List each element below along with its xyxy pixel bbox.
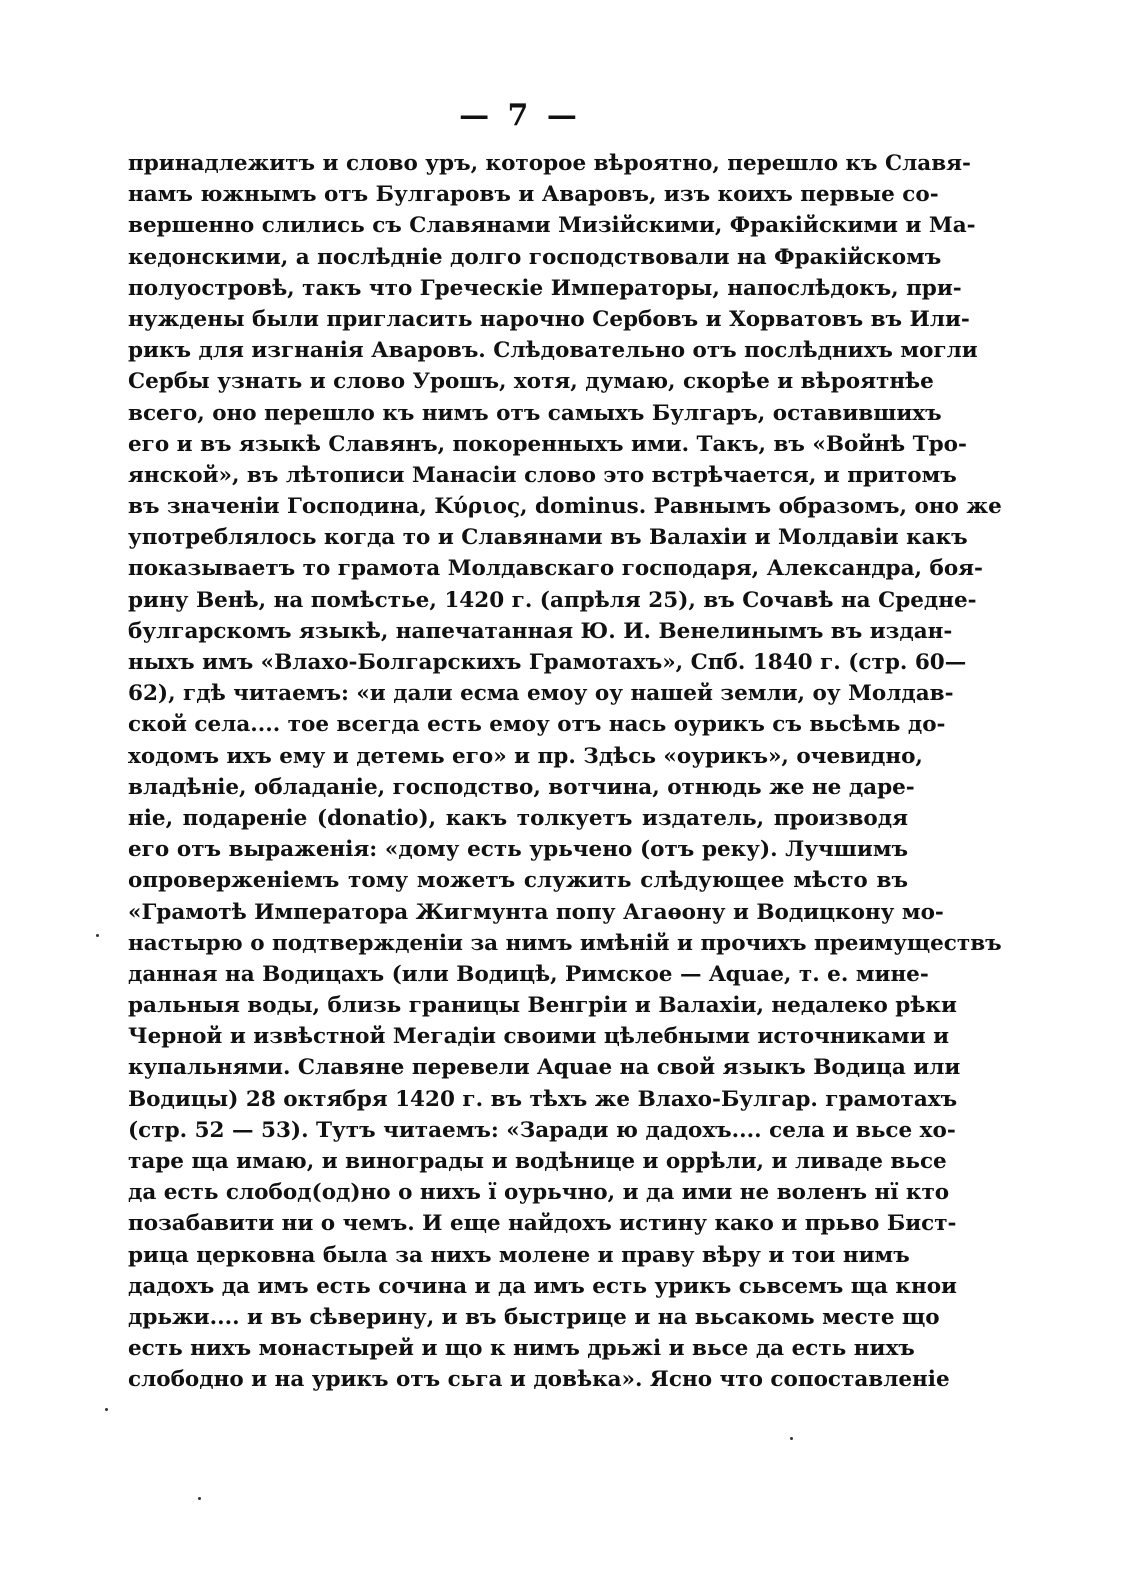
text-line: (стр. 52 — 53). Тутъ читаемъ: «Заради ю дадохъ.... села и вьсе хо-: [128, 1117, 956, 1143]
text-line: въ значеніи Господина, Κύριος, dominus. Равнымъ образомъ, оно же: [128, 494, 1002, 520]
text-line: слободно и на урикъ отъ сьга и довѣка». Ясно что сопоставленіе: [128, 1367, 950, 1393]
text-line: таре ща имаю, и винограды и водѣнице и оррѣли, и ливаде вьсе: [128, 1149, 947, 1174]
scan-speck: [96, 934, 99, 937]
text-line: «Грамотѣ Императора Жигмунта попу Агаѳону и Водицкону мо-: [128, 899, 944, 925]
page-number: — 7 —: [459, 98, 581, 133]
text-line: рица церковна была за нихъ молене и праву вѣру и тои нимъ: [128, 1242, 910, 1268]
scan-speck: [198, 1497, 201, 1500]
text-line: владѣніе, обладаніе, господство, вотчина, отнюдь же не даре-: [128, 774, 915, 800]
text-line: дадохъ да имъ есть сочина и да имъ есть урикъ сьвсемъ ща кнои: [128, 1273, 957, 1299]
text-line: купальнями. Славяне перевели Aquae на свой языкъ Водица или: [128, 1055, 961, 1081]
text-line: намъ южнымъ отъ Булгаровъ и Аваровъ, изъ коихъ первые со-: [128, 182, 939, 208]
text-line: настырю о подтвержденіи за нимъ имѣній и прочихъ преимуществъ: [128, 930, 1002, 956]
text-line: Черной и извѣстной Мегадіи своими цѣлебными источниками и: [128, 1024, 950, 1050]
text-line: кедонскими, а послѣдніе долго господствовали на Фракійскомъ: [128, 244, 942, 270]
text-line: ской села.... тое всегда есть емоу отъ нась оурикъ съ вьсѣмь до-: [128, 712, 946, 738]
scan-speck: [790, 1437, 793, 1440]
text-line: опроверженіемъ тому можетъ служить слѣдующее мѣсто въ: [128, 868, 908, 894]
text-line: рину Венѣ, на помѣстье, 1420 г. (апрѣля 25), въ Сочавѣ на Средне-: [128, 587, 977, 613]
text-line: есть нихъ монастырей и що к нимъ дрьжі и вьсе да есть нихъ: [128, 1336, 915, 1362]
text-line: принадлежитъ и слово уръ, которое вѣроятно, перешло къ Славя-: [128, 151, 971, 176]
text-line: всего, оно перешло къ нимъ отъ самыхъ Булгаръ, оставившихъ: [128, 400, 942, 426]
text-line: дрьжи.... и въ сѣверину, и въ быстрице и на вьсакомь месте що: [128, 1304, 940, 1330]
text-line: его отъ выраженія: «дому есть урьчено (отъ реку). Лучшимъ: [128, 837, 908, 863]
text-line: янской», въ лѣтописи Манасіи слово это встрѣчается, и притомъ: [128, 462, 957, 488]
text-line: употреблялось когда то и Славянами въ Валахіи и Молдавіи какъ: [128, 525, 968, 551]
body-text: [128, 148, 1002, 1396]
scan-speck: [105, 1408, 108, 1411]
text-line: вершенно слились съ Славянами Мизійскими, Фракійскими и Ма-: [128, 213, 976, 239]
text-line: да есть слобод(од)но о нихъ ї оурьчно, и да ими не воленъ нї кто: [128, 1180, 950, 1206]
text-line: ныхъ имъ «Влахо-Болгарскихъ Грамотахъ», Спб. 1840 г. (стр. 60—: [128, 650, 967, 675]
text-line: рикъ для изгнанія Аваровъ. Слѣдовательно отъ послѣднихъ могли: [128, 338, 978, 364]
text-line: его и въ языкѣ Славянъ, покоренныхъ ими. Такъ, въ «Войнѣ Тро-: [128, 431, 967, 457]
text-line: показываетъ то грамота Молдавскаго господаря, Александра, боя-: [128, 556, 983, 582]
text-line: 62), гдѣ читаемъ: «и дали есма емоу оу нашей земли, оу Молдав-: [128, 681, 954, 707]
text-line: булгарскомъ языкѣ, напечатанная Ю. И. Венелинымъ въ издан-: [128, 618, 953, 644]
text-line: ходомъ ихъ ему и детемь его» и пр. Здѣсь «оурикъ», очевидно,: [128, 743, 923, 769]
text-line: нуждены были пригласить нарочно Сербовъ и Хорватовъ въ Или-: [128, 306, 970, 332]
text-line: ральныя воды, близь границы Венгріи и Валахіи, недалеко рѣки: [128, 993, 957, 1019]
text-line: данная на Водицахъ (или Водицѣ, Римское — Aquae, т. е. мине-: [128, 961, 929, 987]
text-line: позабавити ни о чемъ. И еще найдохъ истину како и прьво Бист-: [128, 1211, 957, 1237]
text-line: Сербы узнать и слово Урошъ, хотя, думаю, скорѣе и вѣроятнѣе: [128, 369, 934, 395]
text-line: Водицы) 28 октября 1420 г. въ тѣхъ же Влахо-Булгар. грамотахъ: [128, 1086, 958, 1112]
text-line: полуостровѣ, такъ что Греческіе Императоры, напослѣдокъ, при-: [128, 275, 962, 301]
text-line: ніе, подареніе (donatio), какъ толкуетъ издатель, производя: [128, 805, 908, 831]
